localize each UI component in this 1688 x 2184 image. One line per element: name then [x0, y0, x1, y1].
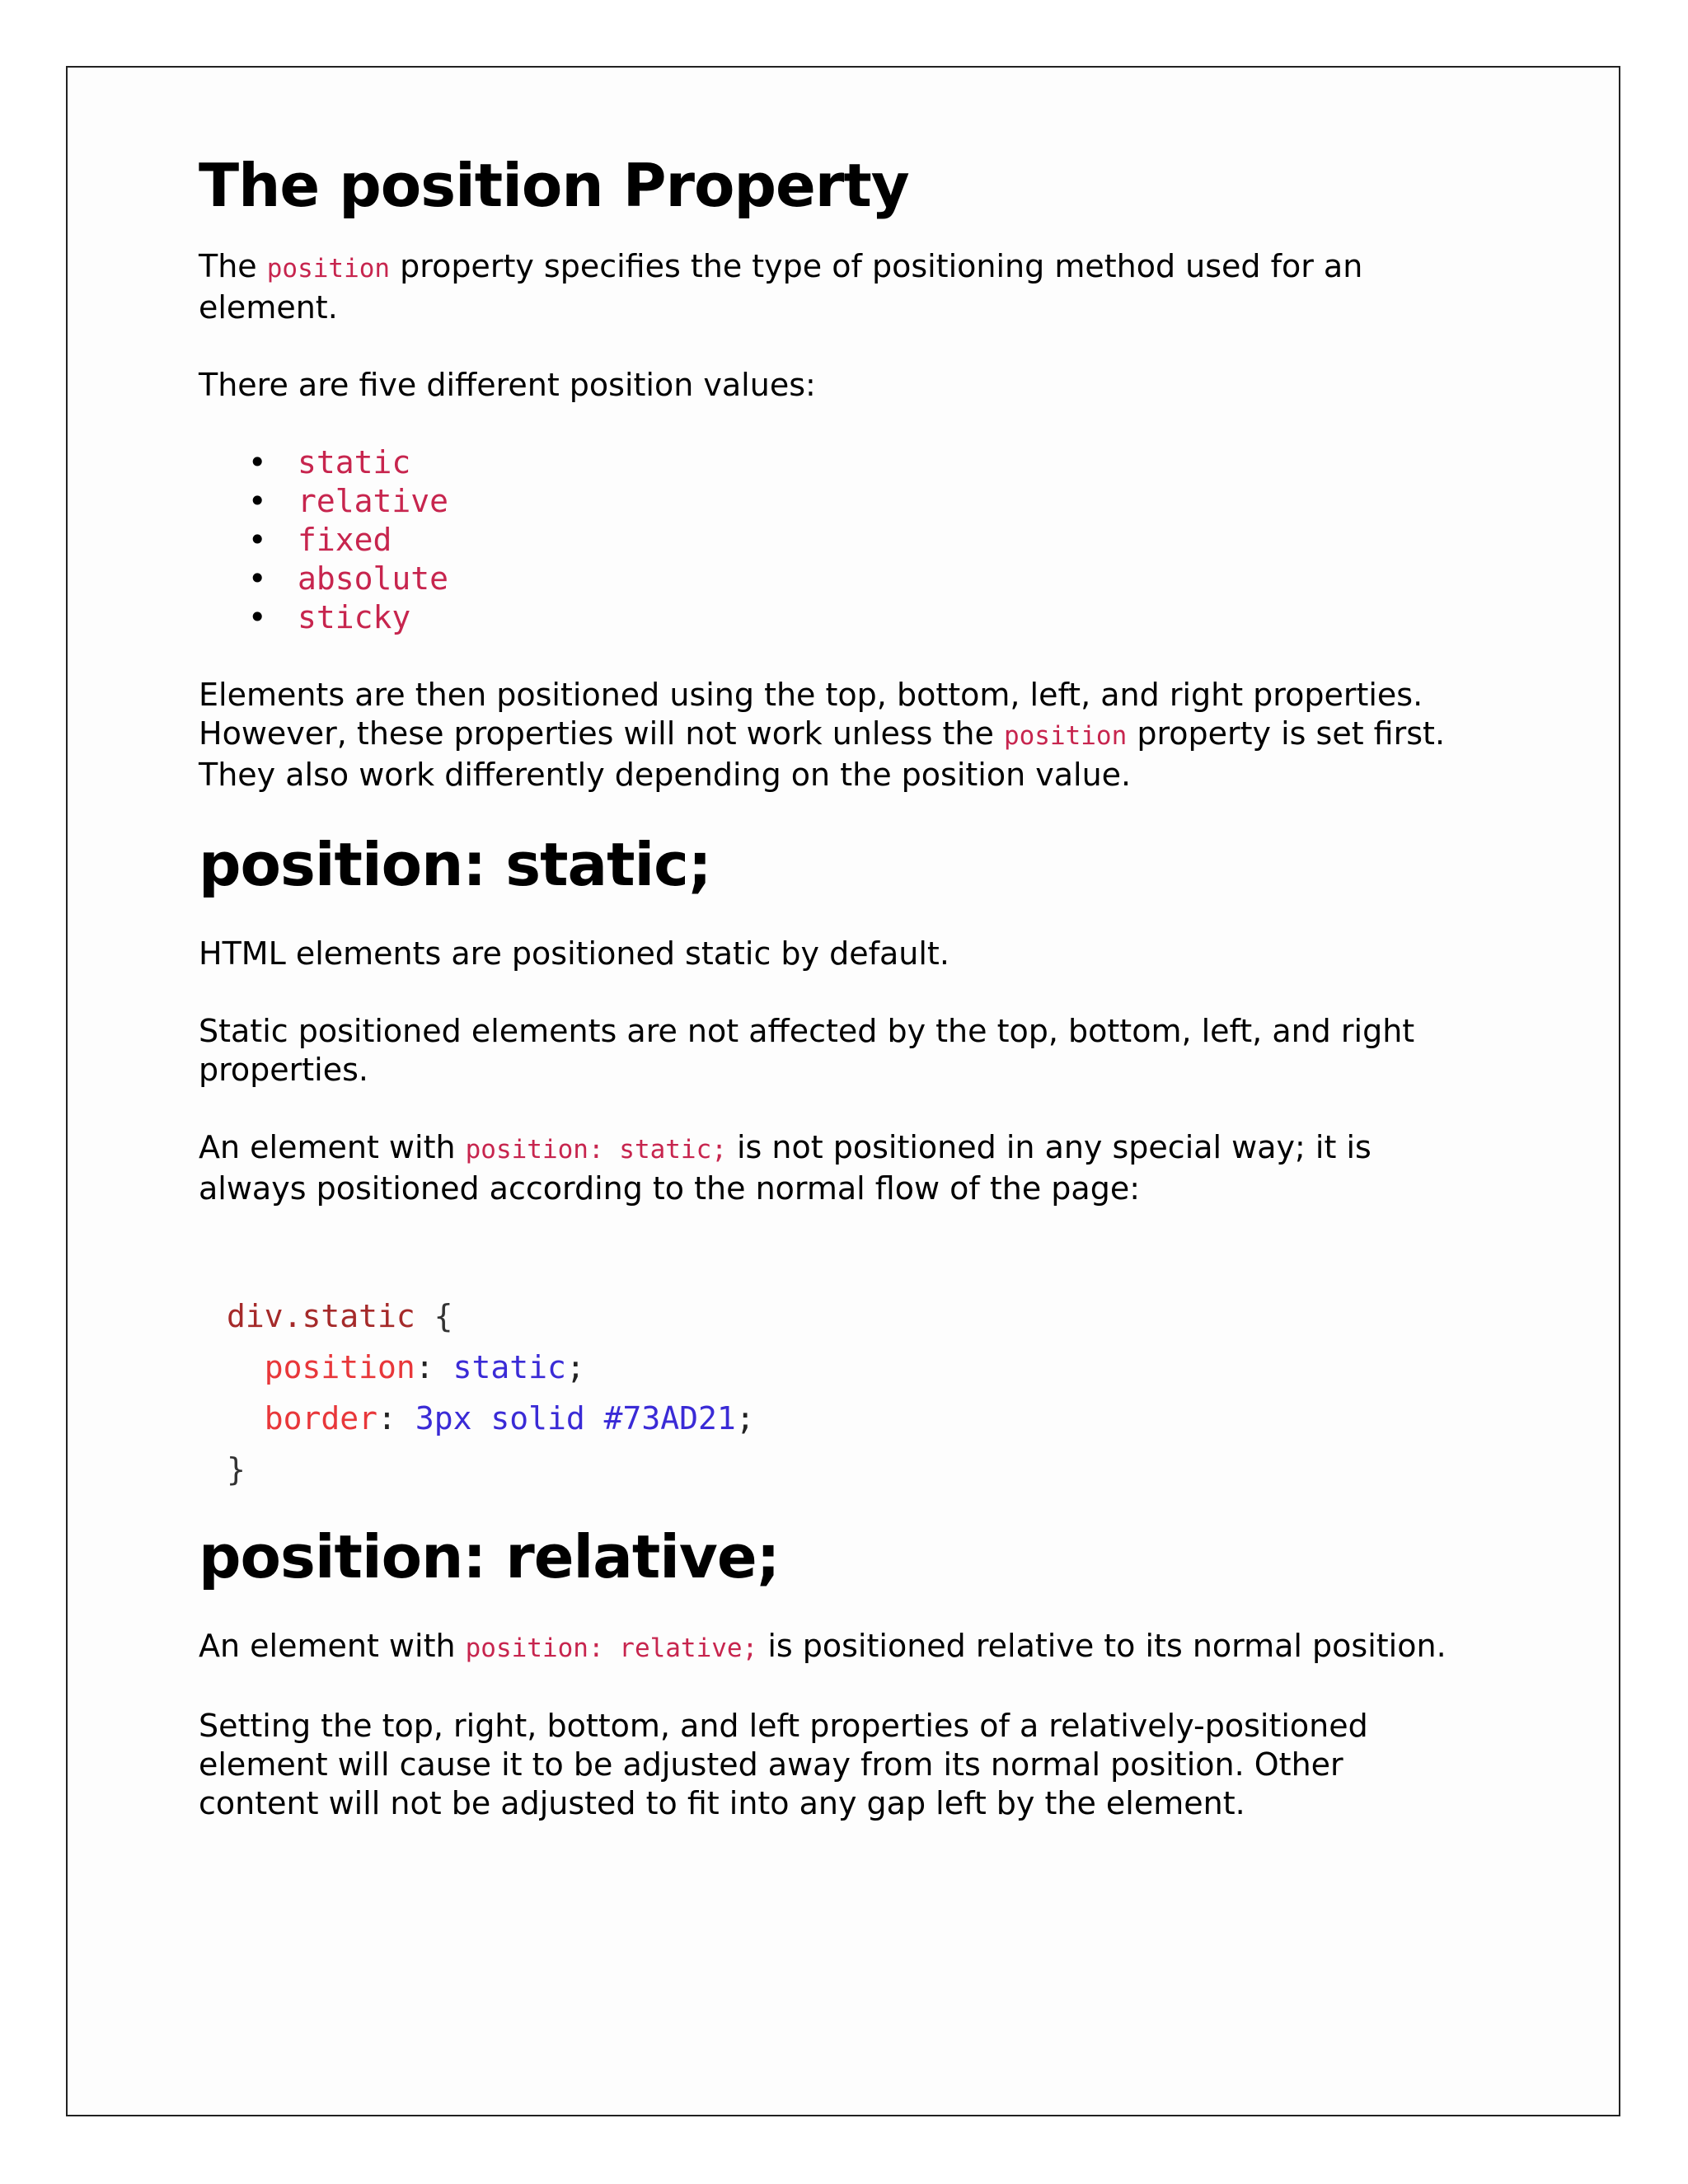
code-property: border	[264, 1400, 378, 1436]
code-open-brace: {	[434, 1298, 453, 1334]
elements-paragraph	[199, 676, 1501, 794]
static-paragraph-3	[199, 1128, 1410, 1208]
position-values-list	[199, 443, 1501, 637]
list-item	[248, 598, 1501, 637]
list-item	[248, 443, 1501, 482]
code-property: position	[264, 1349, 415, 1385]
css-code-example: div.static { position: static; border: 3px solid #73AD21; }	[227, 1298, 755, 1488]
relative-p1-after: is positioned relative to its normal position.	[757, 1628, 1447, 1664]
inline-code-position: position	[1003, 721, 1128, 751]
inline-code-position: position	[266, 254, 391, 284]
elements-line-1: Elements are then positioned using the top, bottom, left, and right properties.	[199, 677, 1423, 713]
relative-p1-before: An element with	[199, 1628, 466, 1664]
code-close-brace: }	[227, 1451, 246, 1488]
static-p3-after: is not positioned in any special way; it is always positioned according to the normal flow of the page:	[199, 1129, 1372, 1207]
code-value: static	[452, 1349, 566, 1385]
static-p3-before: An element with	[199, 1129, 466, 1165]
code-value: 3px solid #73AD21	[415, 1400, 736, 1436]
static-paragraph-1: HTML elements are positioned static by default.	[199, 935, 950, 972]
relative-paragraph-1	[199, 1627, 1501, 1668]
intro-paragraph	[199, 247, 1418, 327]
elements-line-3: They also work differently depending on the position value.	[199, 757, 1132, 793]
list-item-value: relative	[298, 483, 449, 519]
bullet-icon: •	[248, 483, 267, 519]
list-item	[248, 560, 1501, 598]
intro-text-after: property specifies the type of positioning method used for an element.	[199, 248, 1363, 326]
relative-paragraph-2: Setting the top, right, bottom, and left properties of a relatively-positioned element will cause it to be adjusted away from its normal position. Other content will not be adjusted to fit into any gap left by the element.	[199, 1708, 1368, 1821]
elements-line-2-after: property is set first.	[1127, 715, 1446, 752]
elements-line-2-before: However, these properties will not work unless the	[199, 715, 1004, 752]
static-paragraph-2: Static positioned elements are not affected by the top, bottom, left, and right properties.	[199, 1013, 1415, 1088]
page-title: The position Property	[199, 151, 909, 220]
five-values-intro: There are five different position values:	[199, 367, 816, 403]
list-item	[248, 482, 1501, 521]
bullet-icon: •	[248, 522, 267, 558]
inline-code-position-relative: position: relative;	[465, 1633, 758, 1663]
bullet-icon: •	[248, 599, 267, 635]
inline-code-position-static: position: static;	[465, 1135, 727, 1165]
list-item-value: static	[298, 444, 411, 480]
document-content	[199, 140, 1501, 1823]
bullet-icon: •	[248, 560, 267, 597]
list-item	[248, 521, 1501, 560]
intro-text-before: The	[199, 248, 267, 284]
list-item-value: fixed	[298, 522, 392, 558]
code-selector: div.static	[227, 1298, 415, 1334]
section-heading-static: position: static;	[199, 830, 711, 899]
list-item-value: sticky	[298, 599, 411, 635]
bullet-icon: •	[248, 444, 267, 480]
list-item-value: absolute	[298, 560, 449, 597]
section-heading-relative: position: relative;	[199, 1522, 780, 1591]
